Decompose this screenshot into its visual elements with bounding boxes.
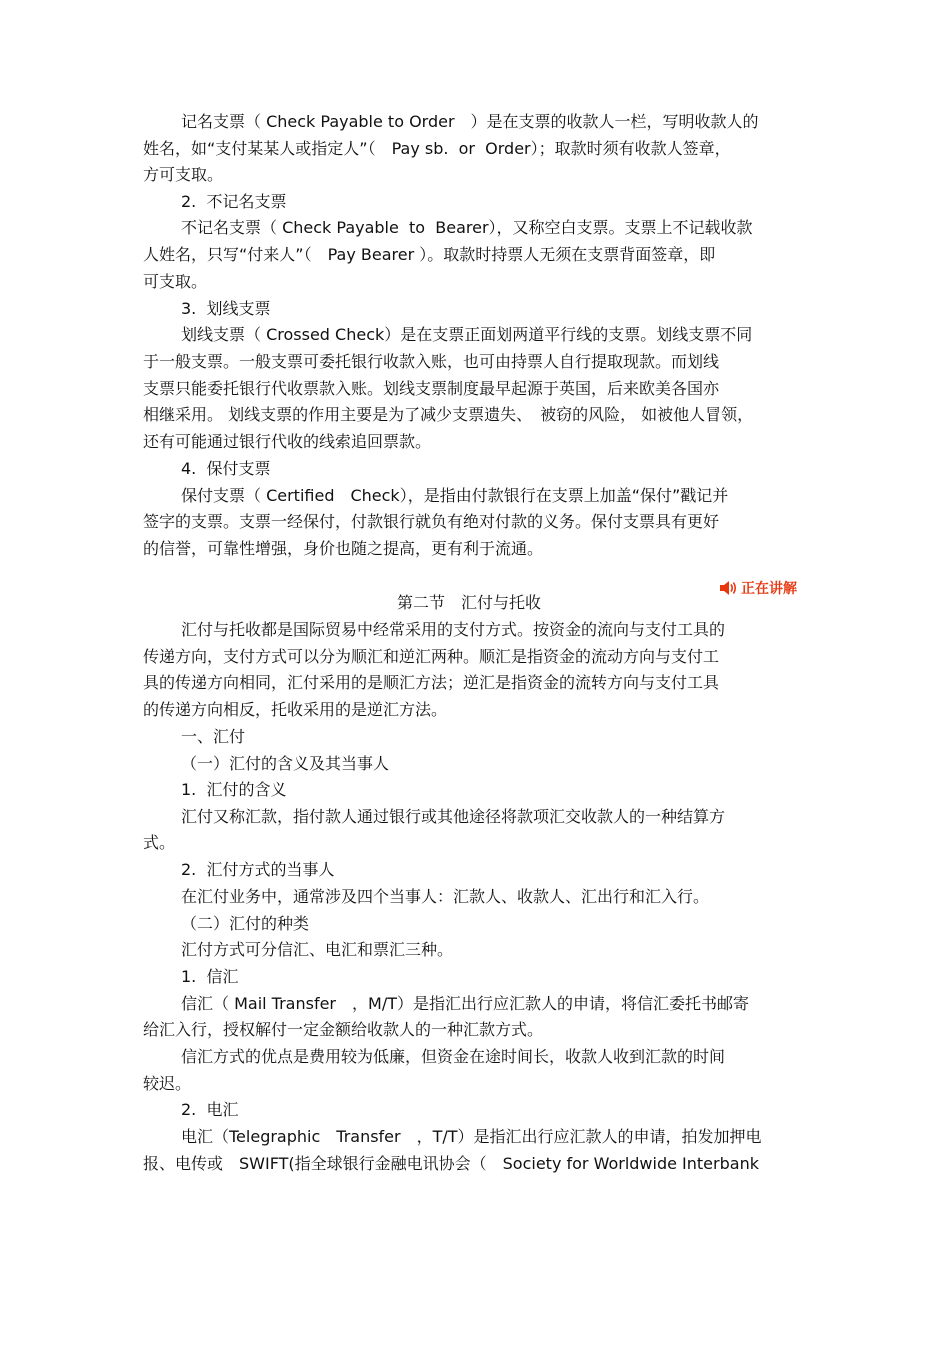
paragraph-check-payable-to-order: 记名支票（ Check Payable to Order ）是在支票的收款人一栏，写明收款人的 <box>181 112 759 131</box>
heading-mail-transfer: 1. 信汇 <box>181 967 239 986</box>
paragraph-line: 支票只能委托银行代收票款入账。划线支票制度最早起源于英国，后来欧美各国亦 <box>143 379 720 398</box>
paragraph-line: 相继采用。 划线支票的作用主要是为了减少支票遗失、 被窃的风险， 如被他人冒领， <box>143 405 754 424</box>
paragraph-telegraphic-transfer: 电汇（Telegraphic Transfer ，T/T）是指汇出行应汇款人的申请，拍发加押电 <box>181 1127 762 1146</box>
paragraph-types: 汇付方式可分信汇、电汇和票汇三种。 <box>181 940 454 959</box>
paragraph-line: 给汇入行，授权解付一定金额给收款人的一种汇款方式。 <box>143 1020 544 1039</box>
heading-bearer-check: 2. 不记名支票 <box>181 192 287 211</box>
paragraph-line: 式。 <box>143 833 176 852</box>
section-title: 第二节 汇付与托收 <box>397 593 542 612</box>
paragraph-line: 签字的支票。支票一经保付，付款银行就负有绝对付款的义务。保付支票具有更好 <box>143 512 720 531</box>
paragraph-remittance-intro: 汇付与托收都是国际贸易中经常采用的支付方式。按资金的流向与支付工具的 <box>181 620 726 639</box>
paragraph-mail-advantage: 信汇方式的优点是费用较为低廉，但资金在途时间长，收款人收到汇款的时间 <box>181 1047 726 1066</box>
paragraph-line: 姓名，如“支付某某人或指定人”（ Pay sb. or Order）；取款时须有收款人签章， <box>143 139 731 158</box>
heading-certified-check: 4. 保付支票 <box>181 459 271 478</box>
subheading-meaning-parties: （一）汇付的含义及其当事人 <box>181 754 390 773</box>
subheading-types: （二）汇付的种类 <box>181 914 310 933</box>
paragraph-line: 传递方向，支付方式可以分为顺汇和逆汇两种。顺汇是指资金的流动方向与支付工 <box>143 647 720 666</box>
paragraph-line: 报、电传或 SWIFT(指全球银行金融电讯协会（ Society for Worldwide Interbank <box>143 1154 759 1173</box>
paragraph-line: 可支取。 <box>143 272 208 291</box>
paragraph-line: 人姓名，只写“付来人”（ Pay Bearer ）。取款时持票人无须在支票背面签章，即 <box>143 245 716 264</box>
paragraph-line: 的传递方向相反，托收采用的是逆汇方法。 <box>143 700 448 719</box>
heading-parties: 2. 汇付方式的当事人 <box>181 860 335 879</box>
speaker-icon <box>718 578 738 598</box>
lecture-badge-label: 正在讲解 <box>741 581 797 597</box>
heading-remittance: 一、汇付 <box>181 727 246 746</box>
paragraph-line: 较迟。 <box>143 1074 192 1093</box>
paragraph-parties: 在汇付业务中，通常涉及四个当事人：汇款人、收款人、汇出行和汇入行。 <box>181 887 710 906</box>
heading-meaning: 1. 汇付的含义 <box>181 780 287 799</box>
heading-telegraphic-transfer: 2. 电汇 <box>181 1100 239 1119</box>
paragraph-line: 具的传递方向相同，汇付采用的是顺汇方法；逆汇是指资金的流转方向与支付工具 <box>143 673 720 692</box>
lecture-badge[interactable] <box>718 578 797 598</box>
paragraph-crossed-check: 划线支票（ Crossed Check）是在支票正面划两道平行线的支票。划线支票不同 <box>181 325 753 344</box>
paragraph-meaning: 汇付又称汇款，指付款人通过银行或其他途径将款项汇交收款人的一种结算方 <box>181 807 726 826</box>
paragraph-bearer-check: 不记名支票（ Check Payable to Bearer），又称空白支票。支票上不记载收款 <box>181 218 753 237</box>
paragraph-line: 还有可能通过银行代收的线索追回票款。 <box>143 432 432 451</box>
paragraph-line: 方可支取。 <box>143 165 224 184</box>
paragraph-line: 的信誉，可靠性增强，身价也随之提高，更有利于流通。 <box>143 539 544 558</box>
paragraph-line: 于一般支票。一般支票可委托银行收款入账，也可由持票人自行提取现款。而划线 <box>143 352 720 371</box>
paragraph-certified-check: 保付支票（ Certified Check），是指由付款银行在支票上加盖“保付”戳记并 <box>181 486 729 505</box>
paragraph-mail-transfer: 信汇（ Mail Transfer ，M/T）是指汇出行应汇款人的申请，将信汇委托书邮寄 <box>181 994 749 1013</box>
heading-crossed-check: 3. 划线支票 <box>181 299 271 318</box>
